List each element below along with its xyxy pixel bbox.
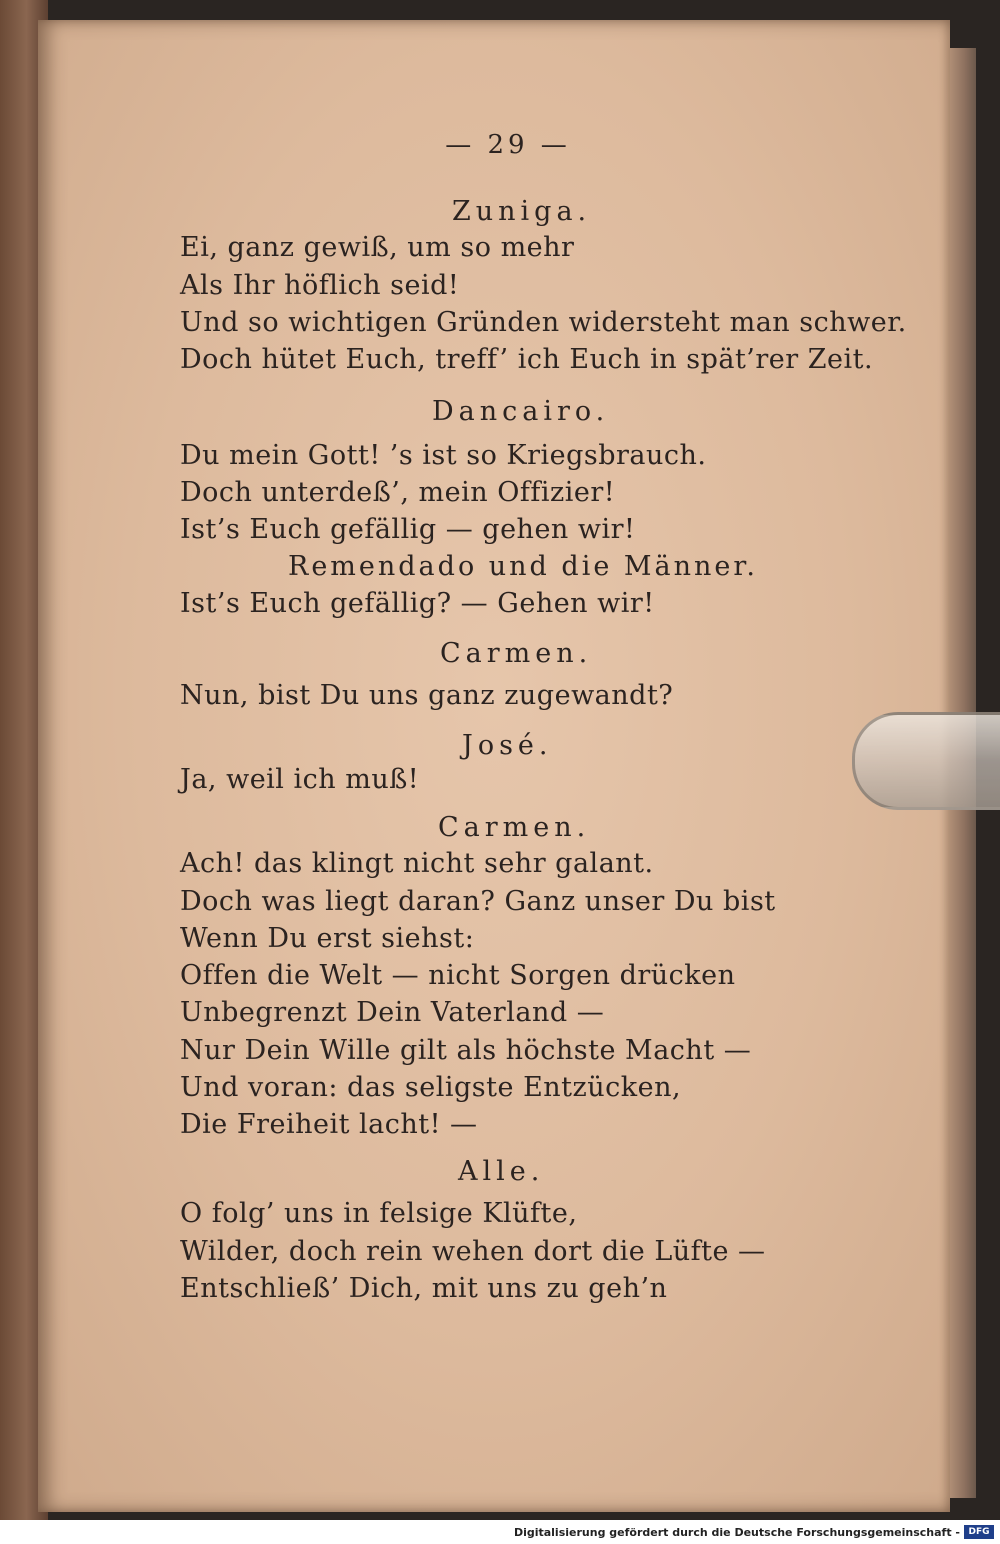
verse-line: Wenn Du erst siehst: xyxy=(180,923,475,954)
speaker-name: Dancairo. xyxy=(432,396,610,427)
page-clip xyxy=(852,712,1000,810)
verse-line: Die Freiheit lacht! — xyxy=(180,1109,478,1140)
verse-line: Ja, weil ich muß! xyxy=(180,764,420,795)
speaker-name: José. xyxy=(462,730,553,761)
verse-line: O folg’ uns in felsige Klüfte, xyxy=(180,1198,578,1229)
verse-line: Ist’s Euch gefällig? — Gehen wir! xyxy=(180,588,655,619)
verse-line: Du mein Gott! ’s ist so Kriegsbrauch. xyxy=(180,440,707,471)
page-number: — 29 — xyxy=(445,130,571,160)
speaker-name: Zuniga. xyxy=(452,196,592,227)
verse-line: Nun, bist Du uns ganz zugewandt? xyxy=(180,680,674,711)
verse-line: Unbegrenzt Dein Vaterland — xyxy=(180,997,605,1028)
verse-line: Ist’s Euch gefällig — gehen wir! xyxy=(180,514,636,545)
verse-line: Und voran: das seligste Entzücken, xyxy=(180,1072,682,1103)
verse-line: Doch was liegt daran? Ganz unser Du bist xyxy=(180,886,776,917)
verse-line: Nur Dein Wille gilt als höchste Macht — xyxy=(180,1035,752,1066)
speaker-name: Carmen. xyxy=(440,638,593,669)
digitization-credit: Digitalisierung gefördert durch die Deutsche Forschungsgemeinschaft - xyxy=(513,1526,960,1539)
verse-line: Doch hütet Euch, treff’ ich Euch in spät’rer Zeit. xyxy=(180,344,874,375)
verse-line: Und so wichtigen Gründen widersteht man schwer. xyxy=(180,307,907,338)
verse-line: Ach! das klingt nicht sehr galant. xyxy=(180,848,654,879)
verse-line: Doch unterdeß’, mein Offizier! xyxy=(180,477,616,508)
speaker-name: Remendado und die Männer. xyxy=(288,551,758,582)
verse-line: Offen die Welt — nicht Sorgen drücken xyxy=(180,960,736,991)
verse-line: Entschließ’ Dich, mit uns zu geh’n xyxy=(180,1273,668,1304)
verse-line: Ei, ganz gewiß, um so mehr xyxy=(180,232,575,263)
verse-line: Als Ihr höflich seid! xyxy=(180,270,460,301)
speaker-name: Alle. xyxy=(458,1156,545,1187)
speaker-name: Carmen. xyxy=(438,812,591,843)
verse-line: Wilder, doch rein wehen dort die Lüfte — xyxy=(180,1236,766,1267)
dfg-logo: DFG xyxy=(964,1525,994,1539)
